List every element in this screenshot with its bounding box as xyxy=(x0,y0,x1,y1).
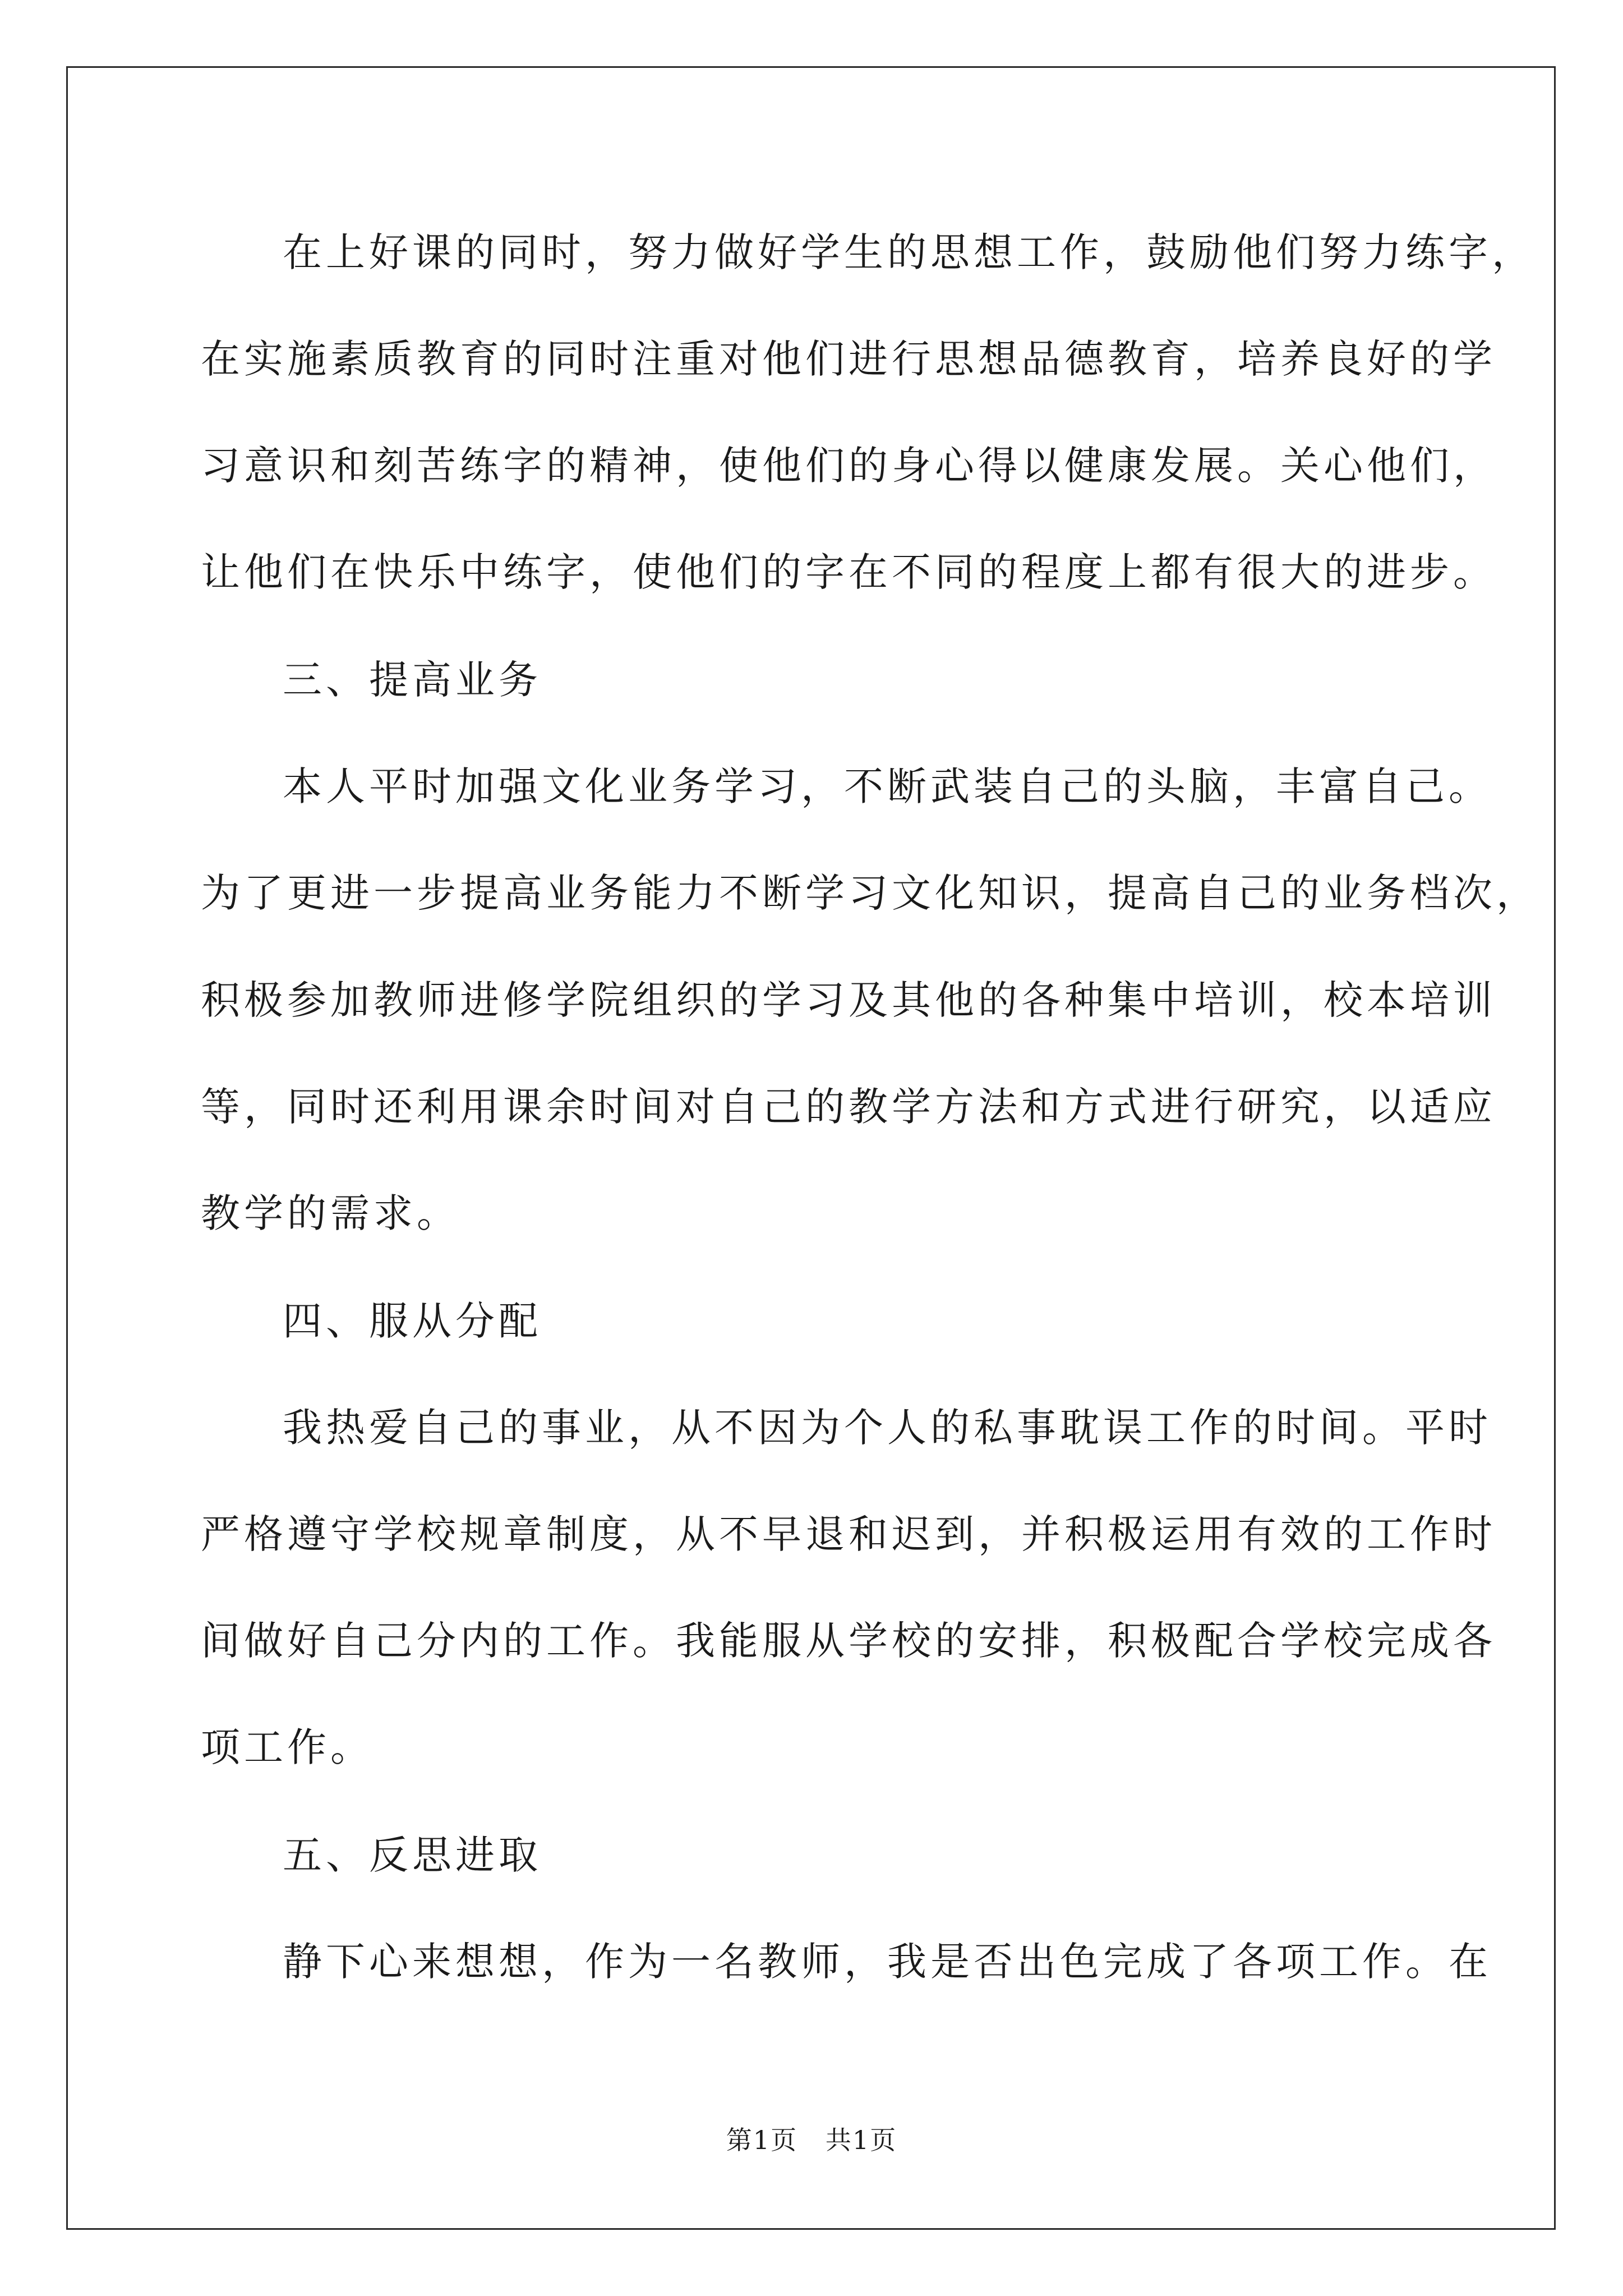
paragraph-line: 让他们在快乐中练字，使他们的字在不同的程度上都有很大的进步。 xyxy=(201,549,1496,595)
section-heading: 五、反思进取 xyxy=(283,1832,542,1878)
paragraph-line: 习意识和刻苦练字的精神，使他们的身心得以健康发展。关心他们， xyxy=(201,443,1496,489)
paragraph-line: 我热爱自己的事业，从不因为个人的私事耽误工作的时间。平时 xyxy=(283,1405,1492,1451)
paragraph-line: 严格遵守学校规章制度，从不早退和迟到，并积极运用有效的工作时 xyxy=(201,1511,1496,1557)
paragraph-line: 间做好自己分内的工作。我能服从学校的安排，积极配合学校完成各 xyxy=(201,1618,1496,1664)
section-heading: 四、服从分配 xyxy=(283,1298,542,1344)
paragraph-line: 积极参加教师进修学院组织的学习及其他的各种集中培训，校本培训 xyxy=(201,977,1496,1023)
paragraph-line: 项工作。 xyxy=(201,1724,374,1770)
paragraph-line: 等，同时还利用课余时间对自己的教学方法和方式进行研究，以适应 xyxy=(201,1084,1496,1130)
page-border xyxy=(66,66,1556,2230)
paragraph-line: 静下心来想想，作为一名教师，我是否出色完成了各项工作。在 xyxy=(283,1939,1492,1985)
page-footer: 第1页 共1页 xyxy=(726,2125,897,2155)
paragraph-line: 为了更进一步提高业务能力不断学习文化知识，提高自己的业务档次， xyxy=(201,870,1539,916)
section-heading: 三、提高业务 xyxy=(283,657,542,703)
paragraph-line: 在实施素质教育的同时注重对他们进行思想品德教育，培养良好的学 xyxy=(201,336,1496,382)
paragraph-line: 在上好课的同时，努力做好学生的思想工作，鼓励他们努力练字， xyxy=(283,229,1535,275)
paragraph-line: 教学的需求。 xyxy=(201,1190,460,1236)
paragraph-line: 本人平时加强文化业务学习，不断武装自己的头脑，丰富自己。 xyxy=(283,763,1492,809)
